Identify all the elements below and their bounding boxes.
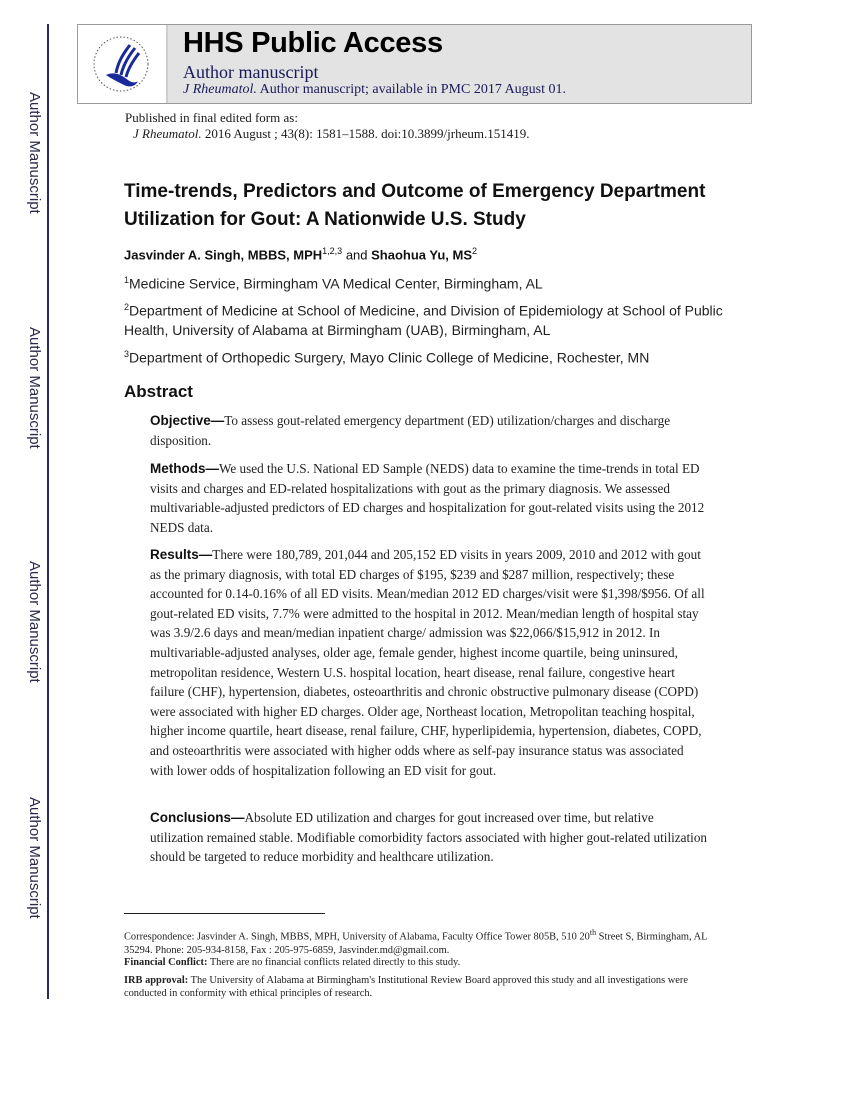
section-text: Absolute ED utilization and charges for gout increased over time, but relative utilization remained stable. Modifiable comorbidity factors associated with higher gout-related utilization should be targeted to reduce morbidity and healthcare utilization. [150,810,708,865]
sidebar-label-text: Author Manuscript [26,327,43,449]
footnote-label: Financial Conflict: [124,957,208,968]
section-text: There were 180,789, 201,044 and 205,152 ED visits in years 2009, 2010 and 2012 with gout as the primary diagnosis, with total ED charges of $195, $239 and $287 million, respectively; these accounted for 0.14-0.16% of all ED visits. Mean/median 2012 ED charges/visit were $1,398/$956. Of all gout-related ED visits, 7.7% were admitted to the hospital in 2012. Mean/median length of hospital stay was 3.9/2.6 days and mean/median inpatient charge/ admission was $22,066/$15,912 in 2012. In multivariable-adjusted analyses, older age, female gender, highest income quartile, being uninsured, metropolitan residence, Western U.S. hospital location, heart disease, renal failure, congestive heart failure (CHF), hypertension, diabetes, osteoarthritis and chronic obstructive pulmonary disease (COPD) were associated with higher ED charges. Older age, Northeast location, Metropolitan teaching hospital, higher income quartile, heart disease, renal failure, CHF, hyperlipidemia, hypertension, diabetes, COPD, and osteoarthritis were associated with higher odds where as self-pay insurance status was associated with lower odds of hospitalization following an ED visit for gout. [150,547,705,778]
journal-name: J Rheumatol. [183,82,257,97]
sidebar-label-text: Author Manuscript [26,797,43,919]
article-title: Time-trends, Predictors and Outcome of Emergency Department Utilization for Gout: A Nationwide U.S. Study [124,181,706,230]
abstract-heading: Abstract [124,382,193,401]
publication-intro: Published in final edited form as: [125,110,298,125]
abstract-conclusions [150,808,710,867]
author-manuscript-label: Author manuscript [183,62,319,82]
sidebar-label-author-manuscript [25,327,43,467]
left-margin-rule [47,24,49,999]
sidebar-label-author-manuscript [25,797,43,937]
section-text: To assess gout-related emergency department (ED) utilization/charges and discharge disposition. [150,413,671,448]
section-label: Methods— [150,461,219,476]
section-label: Objective— [150,413,225,428]
correspondence-footnote [124,926,724,957]
footnote-label: IRB approval: [124,975,189,986]
author-affiliation-refs: 2 [472,246,478,256]
irb-approval-footnote [124,974,724,1001]
citation-text: 2016 August ; 43(8): 1581–1588. doi:10.3899/jrheum.151419. [201,126,530,141]
affiliation-number: 2 [124,302,130,312]
author-name: Shaohua Yu, MS [371,247,473,263]
sidebar-label-text: Author Manuscript [26,92,43,214]
hhs-eagle-seal-icon [86,31,156,97]
publication-citation [125,126,529,142]
author-affiliation-refs: 1,2,3 [322,246,343,256]
correspondence-text: Street S, Birmingham, AL 35294. Phone: 205-934-8158, Fax : 205-975-6859, Jasvinder.md@gmail.com. [124,931,708,956]
sidebar-label-author-manuscript [25,561,43,701]
affiliation-1 [124,271,734,294]
ordinal-suffix: th [589,928,597,937]
abstract-objective [150,411,710,450]
section-text: We used the U.S. National ED Sample (NEDS) data to examine the time-trends in total ED visits and charges and ED-related hospitalizations with gout as the primary diagnosis. We assessed multivariable-adjusted predictors of ED charges and hospitalization for gout-related visits using the 2012 NEDS data. [150,461,705,535]
abstract-results [150,545,710,780]
availability-text: Author manuscript; available in PMC 2017 August 01. [256,82,567,97]
abstract-methods [150,459,710,537]
hhs-title: HHS Public Access [183,27,443,59]
affiliation-2 [124,298,734,340]
correspondence-text: Correspondence: Jasvinder A. Singh, MBBS, MPH, University of Alabama, Faculty Office Tower 805B, 510 20 [124,931,590,943]
hhs-public-access-header [77,24,752,104]
author-list [124,246,477,262]
affiliation-number: 1 [124,275,130,285]
journal-name: J Rheumatol. [133,126,202,141]
affiliation-number: 3 [124,349,130,359]
sidebar-label-author-manuscript [25,92,43,232]
footnote-text: The University of Alabama at Birmingham's Institutional Review Board approved this study and all investigations were conducted in conformity with ethical principles of research. [124,975,688,1000]
affiliation-text: Department of Medicine at School of Medicine, and Division of Epidemiology at School of Public Health, University of Alabama at Birmingham (UAB), Birmingham, AL [124,302,723,338]
author-name: Jasvinder A. Singh, MBBS, MPH [124,247,323,263]
footnote-rule [124,913,325,914]
footnote-text: There are no financial conflicts related directly to this study. [207,957,461,968]
affiliation-text: Medicine Service, Birmingham VA Medical Center, Birmingham, AL [129,275,543,292]
section-label: Results— [150,547,213,562]
hhs-logo [78,25,168,103]
publication-info [125,110,529,142]
sidebar-label-text: Author Manuscript [26,561,43,683]
author-joiner: and [342,247,372,263]
pmc-availability [183,82,566,98]
affiliation-3 [124,345,734,368]
financial-conflict-footnote [124,956,724,969]
affiliation-text: Department of Orthopedic Surgery, Mayo Clinic College of Medicine, Rochester, MN [129,349,650,366]
section-label: Conclusions— [150,810,245,825]
